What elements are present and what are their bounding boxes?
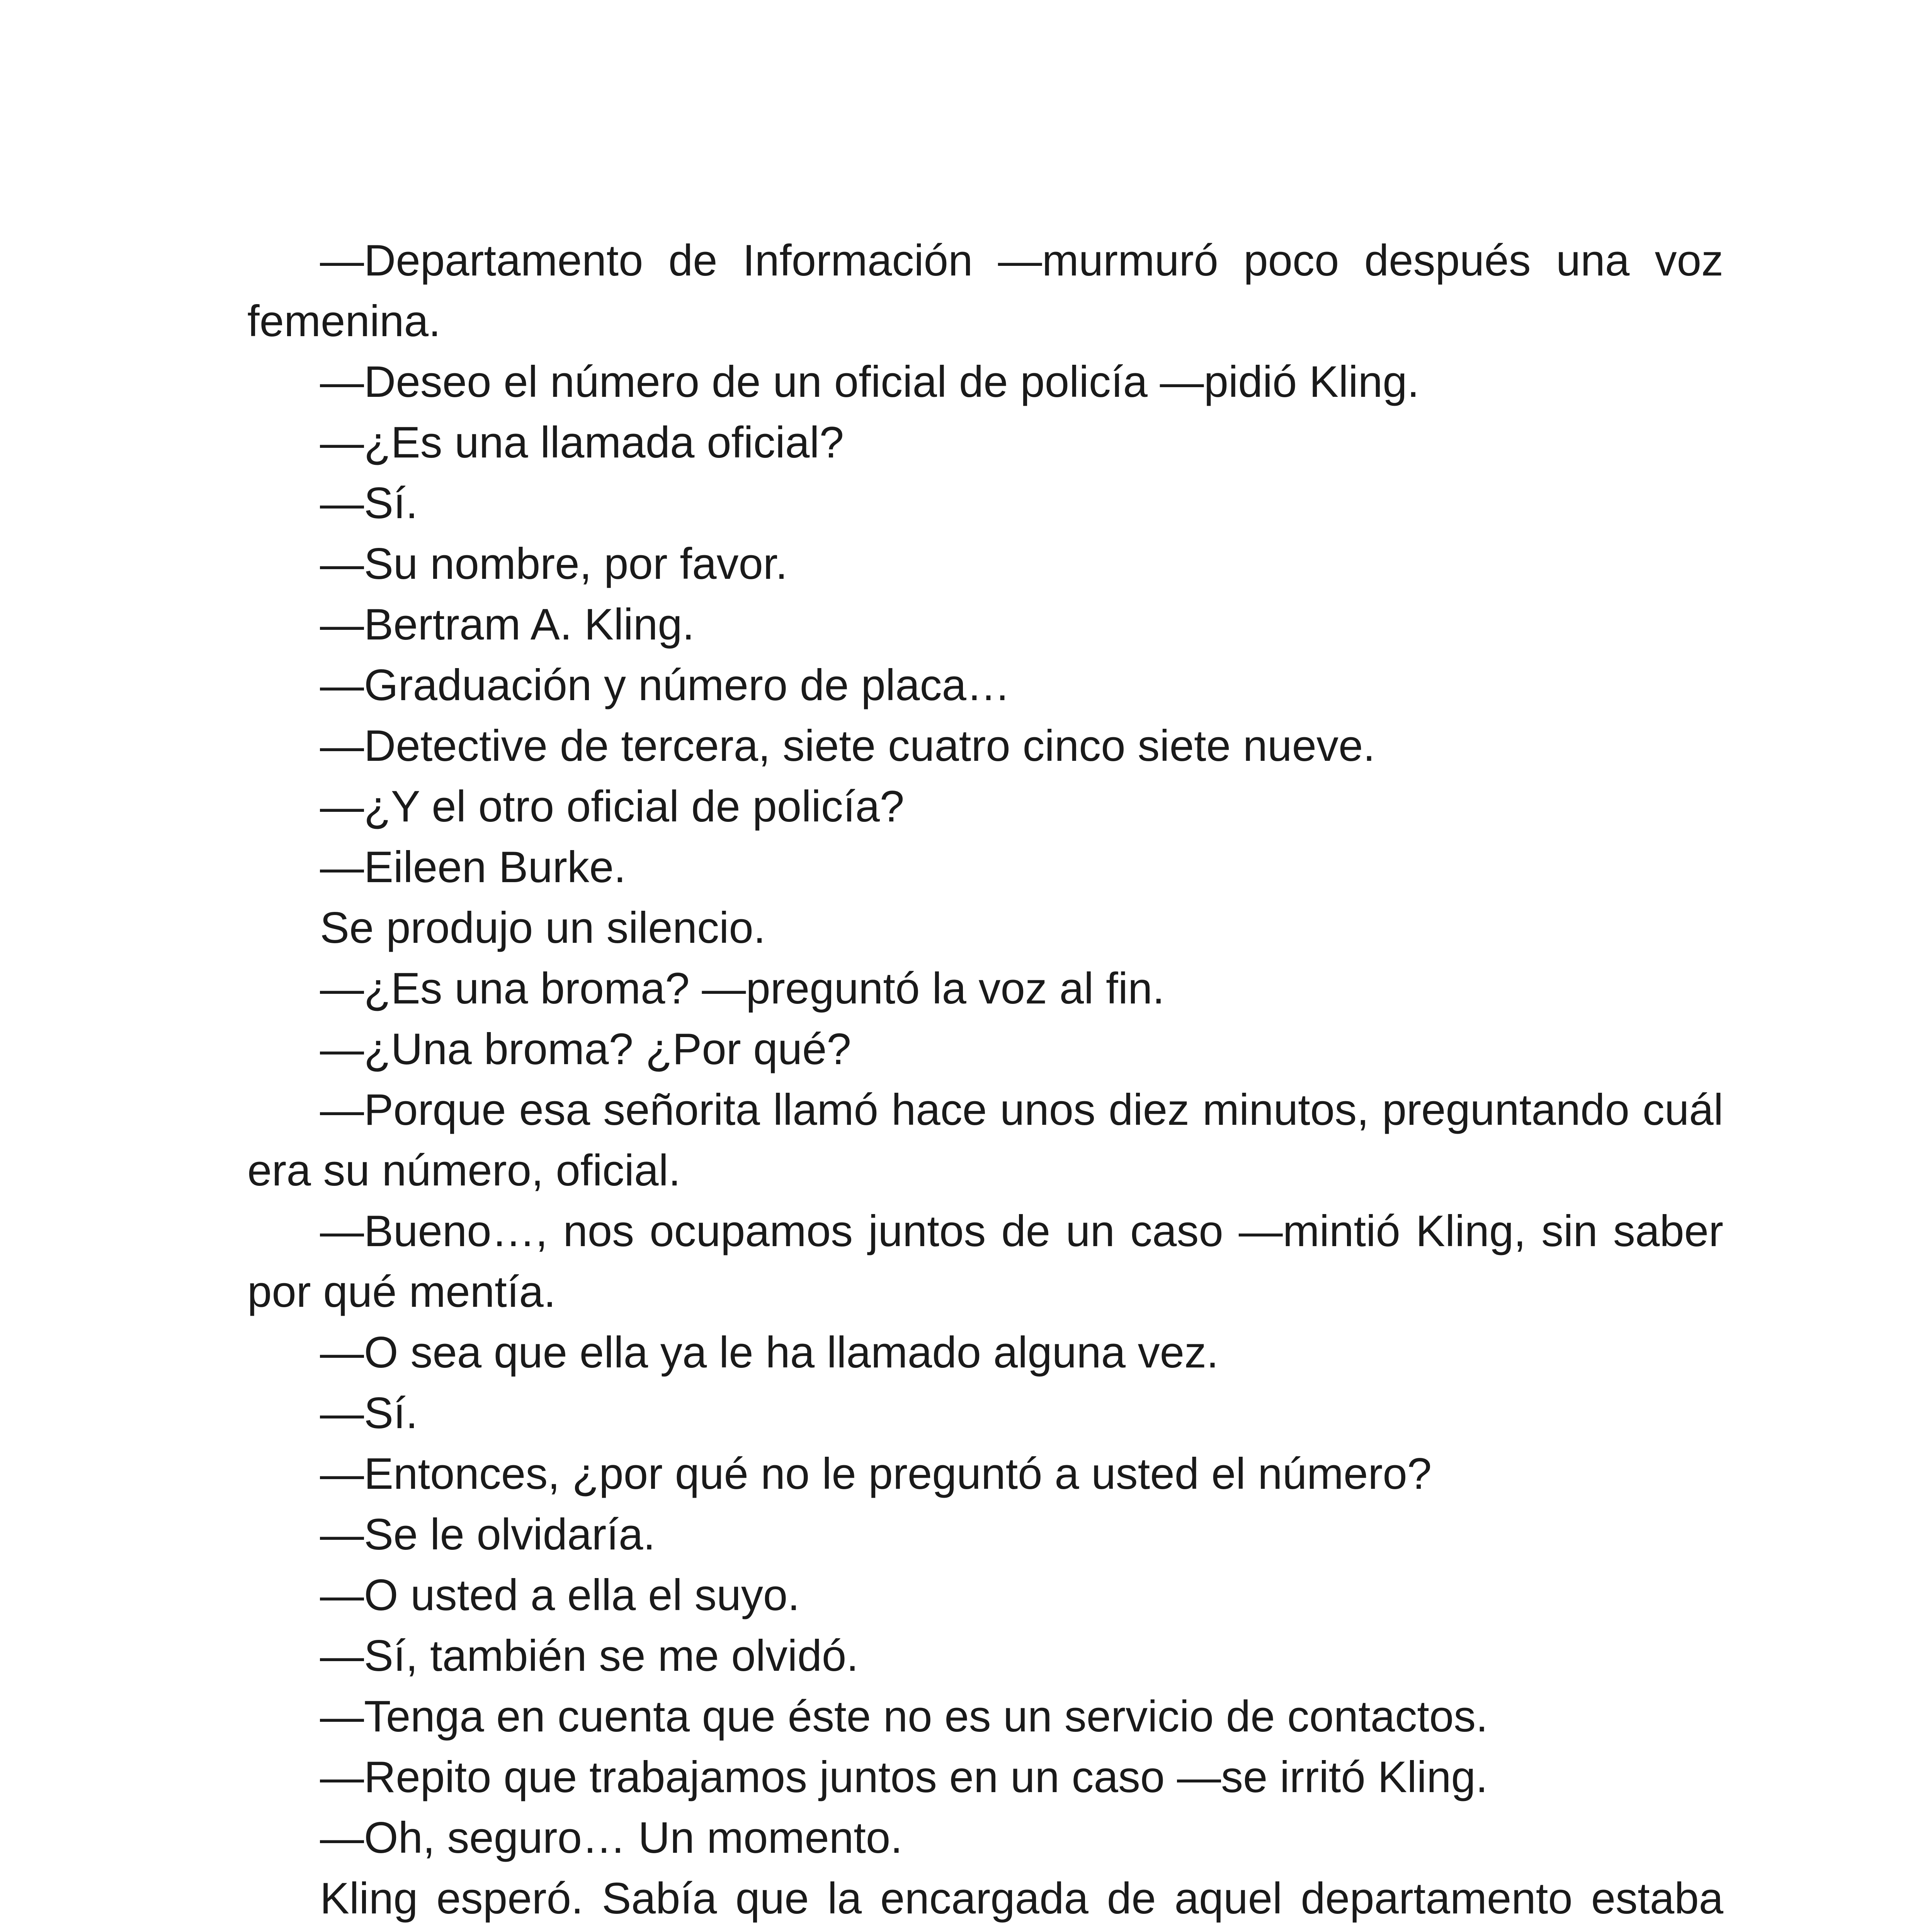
- paragraph: —O usted a ella el suyo.: [320, 1571, 800, 1620]
- paragraph: —Graduación y número de placa…: [320, 661, 1010, 710]
- paragraph: Kling esperó. Sabía que la encargada de aquel departamento estaba: [320, 1874, 1723, 1923]
- paragraph: —O sea que ella ya le ha llamado alguna vez.: [320, 1328, 1219, 1377]
- paragraph: —Tenga en cuenta que éste no es un servicio de contactos.: [320, 1692, 1488, 1741]
- paragraph: —Oh, seguro… Un momento.: [320, 1813, 903, 1862]
- paragraph: —Bertram A. Kling.: [320, 600, 695, 649]
- paragraph: —Sí.: [320, 479, 418, 528]
- paragraph: —¿Es una llamada oficial?: [320, 418, 844, 467]
- paragraph: —Sí.: [320, 1389, 418, 1438]
- paragraph: —Se le olvidaría.: [320, 1510, 656, 1559]
- paragraph: —¿Es una broma? —preguntó la voz al fin.: [320, 964, 1165, 1013]
- paragraph: —¿Y el otro oficial de policía?: [320, 782, 905, 831]
- document-body: [247, 230, 1723, 1932]
- paragraph: —Su nombre, por favor.: [320, 539, 788, 588]
- paragraph: —Eileen Burke.: [320, 843, 626, 892]
- paragraph: —Repito que trabajamos juntos en un caso —se irritó Kling.: [320, 1753, 1488, 1802]
- paragraph: —Departamento de Información —murmuró poco después una voz femenina.: [247, 236, 1723, 346]
- paragraph: —Deseo el número de un oficial de policía —pidió Kling.: [320, 357, 1420, 406]
- paragraph: —Bueno…, nos ocupamos juntos de un caso —mintió Kling, sin saber por qué mentía.: [247, 1207, 1723, 1316]
- paragraph: —Sí, también se me olvidó.: [320, 1631, 859, 1680]
- paragraph: —Detective de tercera, siete cuatro cinco siete nueve.: [320, 721, 1376, 770]
- paragraph: —¿Una broma? ¿Por qué?: [320, 1025, 851, 1074]
- paragraph: Se produjo un silencio.: [320, 903, 766, 952]
- paragraph: —Entonces, ¿por qué no le preguntó a usted el número?: [320, 1449, 1432, 1498]
- paragraph: —Porque esa señorita llamó hace unos diez minutos, preguntando cuál era su número, oficial.: [247, 1085, 1723, 1195]
